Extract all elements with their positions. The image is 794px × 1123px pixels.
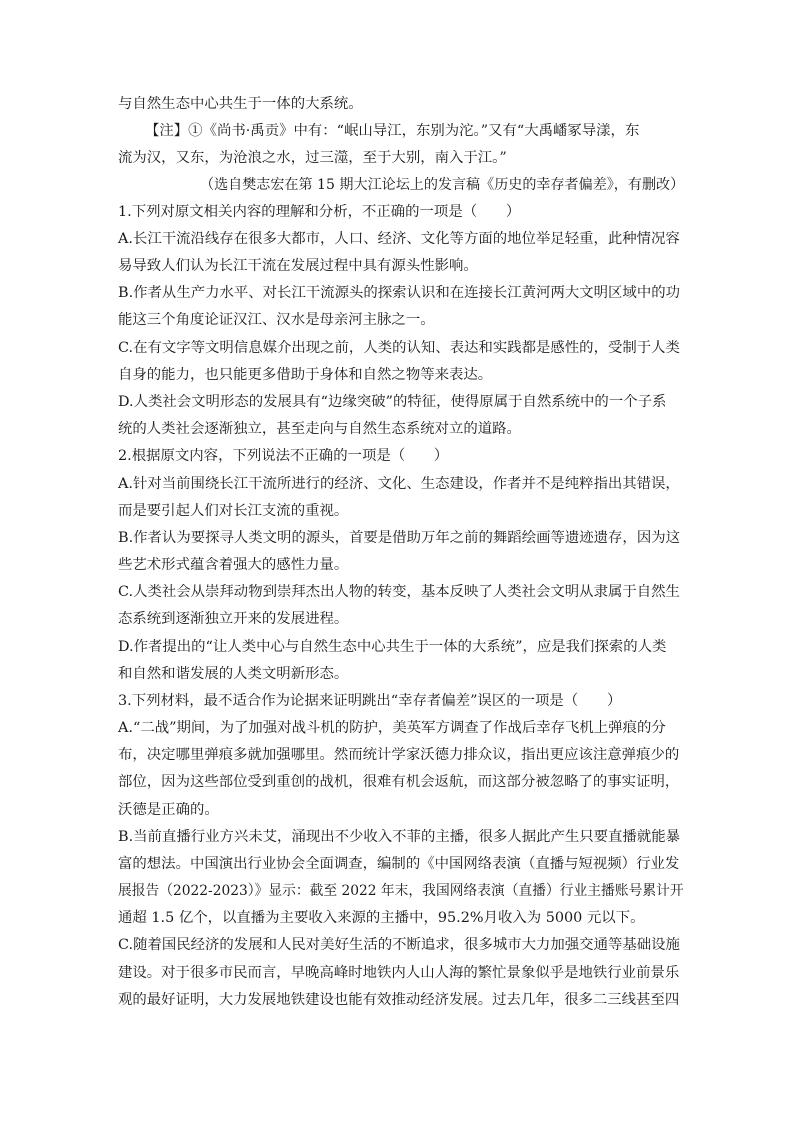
q3-option-b-cont: 通超 1.5 亿个，以直播为主要收入来源的主播中，95.2%月收入为 5000 元以下。: [118, 910, 645, 926]
q3-option-c-cont: 建设。对于很多市民而言，早晚高峰时地铁内人山人海的繁忙景象似乎是地铁行业前景乐: [118, 965, 680, 981]
q3-option-b-cont: 展报告（2022-2023）》显示：截至 2022 年末，我国网络表演（直播）行业主播账号累计开: [118, 883, 684, 899]
q3-option-a-cont: 部位，因为这些部位受到重创的战机，很难有机会返航，而这部分被忽略了的事实证明，: [118, 774, 680, 790]
q2-option-b-cont: 些艺术形式蕴含着强大的感性力量。: [118, 557, 349, 573]
question-1-stem: 1.下列对原文相关内容的理解和分析，不正确的一项是（ ）: [118, 204, 521, 220]
text-line: 与自然生态中心共生于一体的大系统。: [118, 96, 363, 112]
q1-option-b-cont: 能这三个角度论证汉江、汉水是母亲河主脉之一。: [118, 312, 435, 328]
q1-option-c-cont: 自身的能力，也只能更多借助于身体和自然之物等来表达。: [118, 367, 493, 383]
q1-option-a-cont: 易导致人们认为长江干流在发展过程中具有源头性影响。: [118, 258, 478, 274]
q3-option-b-cont: 富的想法。中国演出行业协会全面调查，编制的《中国网络表演（直播与短视频）行业发: [118, 856, 680, 872]
q1-option-c: C.在有文字等文明信息媒介出现之前，人类的认知、表达和实践都是感性的，受制于人类: [118, 340, 680, 356]
q2-option-c-cont: 态系统到逐渐独立开来的发展进程。: [118, 611, 349, 627]
q2-option-c: C.人类社会从崇拜动物到崇拜杰出人物的转变，基本反映了人类社会文明从隶属于自然生: [118, 584, 680, 600]
source-citation: （选自樊志宏在第 15 期大江论坛上的发言稿《历史的幸存者偏差》，有删改）: [200, 177, 685, 193]
q1-option-d: D.人类社会文明形态的发展具有“边缘突破”的特征，使得原属于自然系统中的一个子系: [118, 394, 667, 410]
question-2-stem: 2.根据原文内容，下列说法不正确的一项是（ ）: [118, 448, 449, 464]
q3-option-a: A.“二战”期间，为了加强对战斗机的防护，美英军方调查了作战后幸存飞机上弹痕的分: [118, 720, 666, 736]
question-3-stem: 3.下列材料，最不适合作为论据来证明跳出“幸存者偏差”误区的一项是（ ）: [118, 693, 622, 709]
q2-option-a: A.针对当前围绕长江干流所进行的经济、文化、生态建设，作者并不是纯粹指出其错误，: [118, 476, 680, 492]
q3-option-c: C.随着国民经济的发展和人民对美好生活的不断追求，很多城市大力加强交通等基础设施: [118, 937, 680, 953]
q2-option-a-cont: 而是要引起人们对长江支流的重视。: [118, 503, 349, 519]
note-line: 流为汉，又东，为沧浪之水，过三澨，至于大别，南入于江。”: [118, 150, 507, 166]
q3-option-a-cont: 沃德是正确的。: [118, 802, 219, 818]
q3-option-a-cont: 布，决定哪里弹痕多就加强哪里。然而统计学家沃德力排众议，指出更应该注意弹痕少的: [118, 747, 680, 763]
q1-option-a: A.长江干流沿线存在很多大都市，人口、经济、文化等方面的地位举足轻重，此种情况容: [118, 231, 680, 247]
q2-option-d-cont: 和自然和谐发展的人类文明新形态。: [118, 666, 349, 682]
q1-option-b: B.作者从生产力水平、对长江干流源头的探索认识和在连接长江黄河两大文明区域中的功: [118, 285, 680, 301]
q2-option-d: D.作者提出的“让人类中心与自然生态中心共生于一体的大系统”，应是我们探索的人类: [118, 639, 667, 655]
q3-option-c-cont: 观的最好证明，大力发展地铁建设也能有效推动经济发展。过去几年，很多二三线甚至四: [118, 992, 680, 1008]
note-line: 【注】①《尚书·禹贡》中有：“岷山导江，东别为沱。”又有“大禹嶓冢导漾，东: [145, 123, 640, 139]
q2-option-b: B.作者认为要探寻人类文明的源头，首要是借助万年之前的舞蹈绘画等遗迹遗存，因为这: [118, 530, 680, 546]
q1-option-d-cont: 统的人类社会逐渐独立，甚至走向与自然生态系统对立的道路。: [118, 421, 521, 437]
q3-option-b: B.当前直播行业方兴未艾，涌现出不少收入不菲的主播，很多人据此产生只要直播就能暴: [118, 829, 680, 845]
